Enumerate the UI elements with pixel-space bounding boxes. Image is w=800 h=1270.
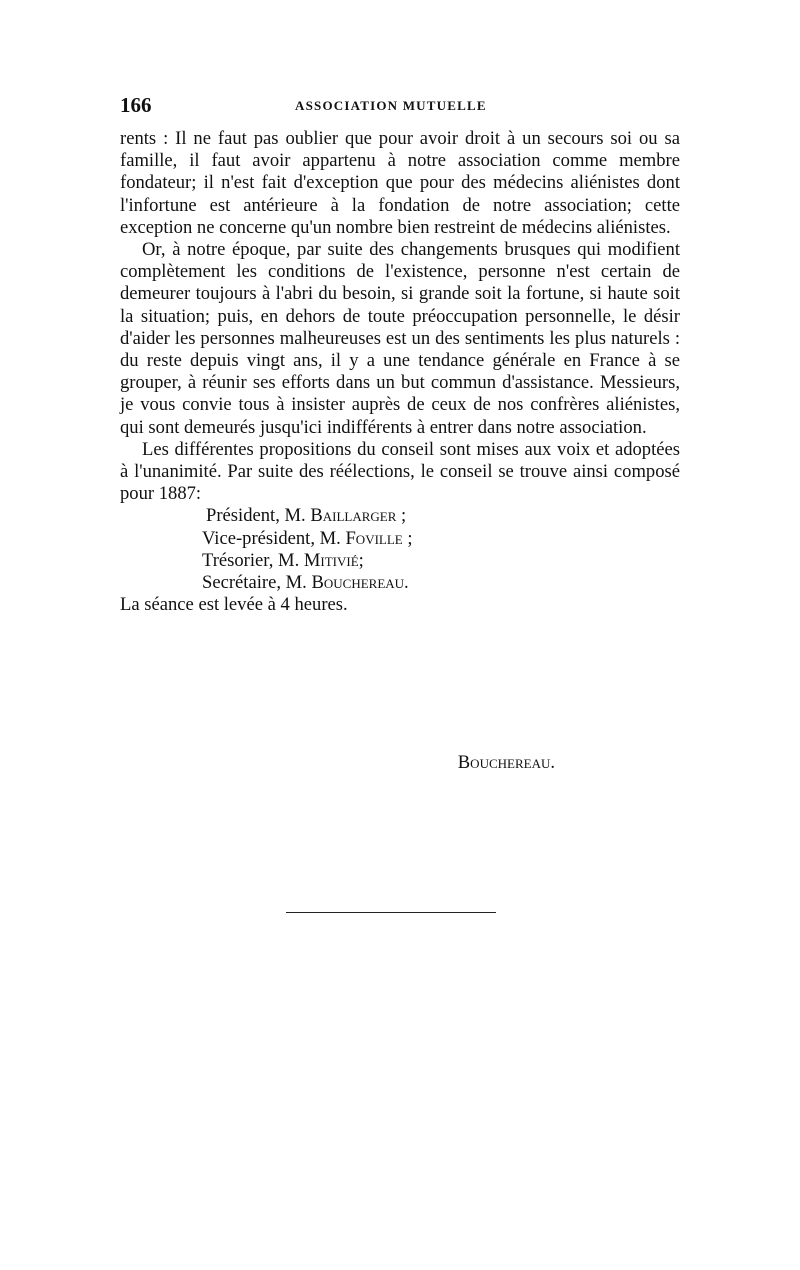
officer-vice-president [120,528,680,550]
page-header [120,92,680,118]
officer-punct: ; [358,549,364,571]
officer-name: Bouchereau [311,572,405,594]
signature: Bouchereau. [457,752,555,773]
officer-treasurer [120,550,680,572]
paragraph-appeal: Or, à notre époque, par suite des changements brusques qui modifient complètement les conditions de l'existence, personne n'est certain de demeurer toujours à l'abri du besoin, si grande soit la fortune, si haute soit la situation; puis, en dehors de toute préoccupation personnelle, le désir d'aider les personnes malheureuses est un des sentiments les plus naturels : du reste depuis vingt ans, il y a une tendance générale en France à se grouper, à réunir ses efforts dans un but commun d'assistance. Messieurs, je vous convie tous à insister auprès de ceux de nos confrères aliénistes, qui sont demeurés jusqu'ici indifférents à entrer dans notre association. [120,239,680,438]
officer-role: Secrétaire, M. [202,572,307,594]
body-text [120,128,680,616]
paragraph-continuation: rents : Il ne faut pas oublier que pour avoir droit à un secours soi ou sa famille, il faut avoir appartenu à notre association comme membre fondateur; il n'est fait d'exception que pour des médecins aliénistes dont l'infortune est antérieure à la fondation de notre association; cette exception ne concerne qu'un nombre bien restreint de médecins aliénistes. [120,128,680,238]
officer-president [120,505,680,527]
officers-list [120,505,680,594]
closing-line: La séance est levée à 4 heures. [120,594,348,616]
officer-role: Trésorier, M. [202,549,300,571]
officer-name: Mitivié [303,549,359,571]
officer-punct: . [404,572,409,594]
section-separator-rule [286,912,496,913]
officer-role: Vice-président, M. [202,527,341,549]
page-number: 166 [120,93,152,117]
officer-punct: ; [402,527,413,549]
officer-secretary [120,572,680,594]
officer-punct: ; [396,505,407,527]
officer-name: Baillarger [310,505,397,527]
officer-name: Foville [345,527,403,549]
officer-role: Président, M. [206,505,306,527]
paragraph-council: Les différentes propositions du conseil sont mises aux voix et adoptées à l'unanimité. Par suite des réélections, le conseil se trouve ainsi composé pour 1887: [120,438,680,505]
running-title: ASSOCIATION MUTUELLE [295,98,487,113]
